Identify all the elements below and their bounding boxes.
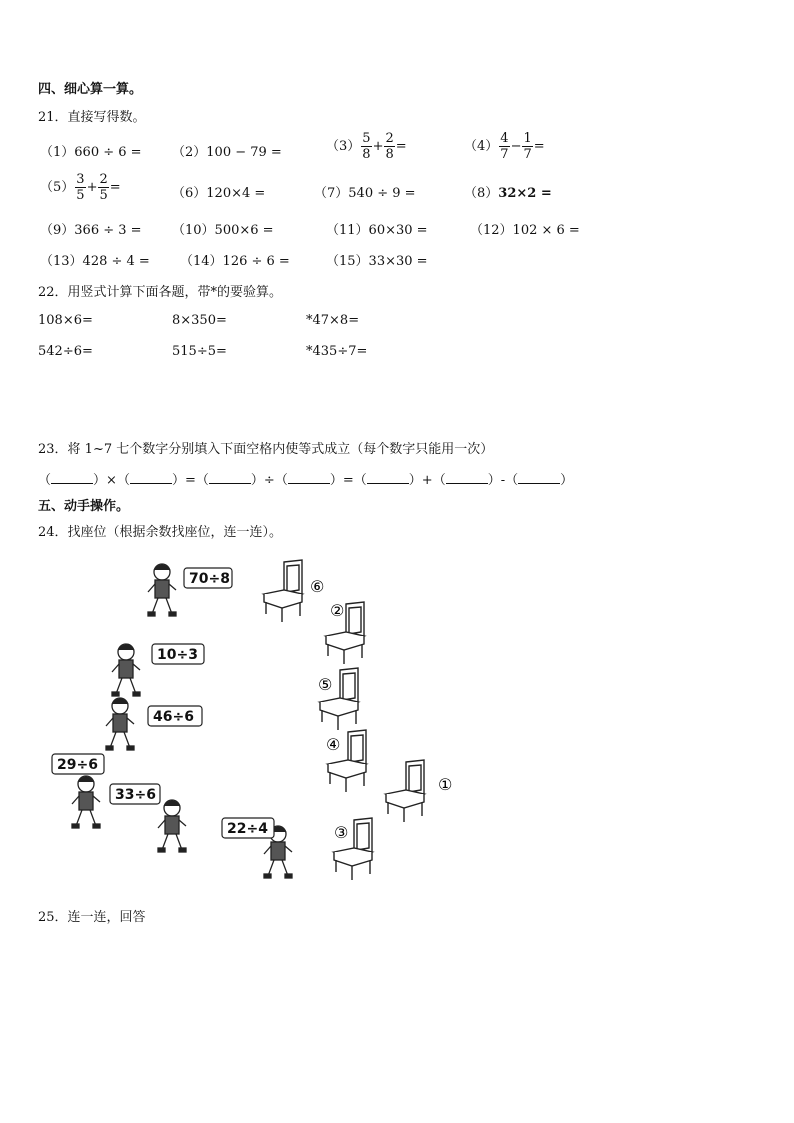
q25-title: 25．连一连，回答	[38, 910, 146, 925]
q21-item-8: （8）32×2 =	[464, 186, 552, 201]
chair-number: ②	[330, 601, 345, 620]
chair-number: ⑤	[318, 675, 333, 694]
q22-item-1: 108×6=	[38, 313, 93, 328]
q22-item-2: 8×350=	[172, 313, 227, 328]
section4-title: 四、细心算一算。	[38, 82, 143, 97]
bubble-text: 46÷6	[153, 709, 194, 725]
q21-item-14: （14）126 ÷ 6 =	[180, 254, 290, 269]
chair-number: ⑥	[310, 577, 325, 596]
bubble-text: 29÷6	[57, 757, 98, 773]
q21-title: 21．直接写得数。	[38, 110, 146, 125]
q21-item-15: （15）33×30 =	[326, 254, 428, 269]
q22-item-4: 542÷6=	[38, 344, 93, 359]
q22-title: 22．用竖式计算下面各题，带*的要验算。	[38, 285, 283, 300]
blank-4[interactable]	[288, 471, 330, 484]
chair-number: ④	[326, 735, 341, 754]
q21-item-2: （2）100 − 79 =	[172, 145, 282, 160]
blank-2[interactable]	[130, 471, 172, 484]
blank-7[interactable]	[518, 471, 560, 484]
kid-icon	[148, 564, 176, 616]
kid-icon	[112, 644, 140, 696]
seating-figure	[40, 552, 480, 882]
blank-5[interactable]	[367, 471, 409, 484]
q22-item-6: *435÷7=	[306, 344, 368, 359]
q21-item-5: （5） $\frac{3}{5}$ + $\frac{2}{5}$ =	[40, 172, 121, 203]
q21-item-11: （11）60×30 =	[326, 223, 428, 238]
q21-item-6: （6）120×4 =	[172, 186, 266, 201]
kid-icon	[72, 776, 100, 828]
bubble-text: 33÷6	[115, 787, 156, 803]
q23-equation: （ ）×（ ）=（ ）÷（ ）=（ ）+（ ）-（ ）	[38, 473, 574, 488]
q21-item-4: （4） $\frac{4}{7}$ − $\frac{1}{7}$ =	[464, 131, 545, 162]
kid-icon	[158, 800, 186, 852]
chair-icon	[264, 560, 302, 622]
q21-item-3: （3） $\frac{5}{8}$ + $\frac{2}{8}$ =	[326, 131, 407, 162]
q21-item-1: （1）660 ÷ 6 =	[40, 145, 142, 160]
q24-title: 24．找座位（根据余数找座位，连一连）。	[38, 525, 283, 540]
chair-number: ③	[334, 823, 349, 842]
blank-3[interactable]	[209, 471, 251, 484]
q21-item-13: （13）428 ÷ 4 =	[40, 254, 150, 269]
section5-title: 五、动手操作。	[38, 499, 130, 514]
blank-1[interactable]	[51, 471, 93, 484]
q21-item-12: （12）102 × 6 =	[470, 223, 580, 238]
q23-title: 23．将 1~7 七个数字分别填入下面空格内使等式成立（每个数字只能用一次）	[38, 442, 494, 457]
blank-6[interactable]	[446, 471, 488, 484]
kid-icon	[106, 698, 134, 750]
q21-item-10: （10）500×6 =	[172, 223, 274, 238]
q22-item-3: *47×8=	[306, 313, 360, 328]
bubble-text: 10÷3	[157, 647, 198, 663]
bubble-text: 70÷8	[189, 571, 230, 587]
q21-item-7: （7）540 ÷ 9 =	[314, 186, 416, 201]
q21-item-9: （9）366 ÷ 3 =	[40, 223, 142, 238]
chair-icon	[386, 760, 424, 822]
q22-item-5: 515÷5=	[172, 344, 227, 359]
chair-number: ①	[438, 775, 453, 794]
bubble-text: 22÷4	[227, 821, 268, 837]
